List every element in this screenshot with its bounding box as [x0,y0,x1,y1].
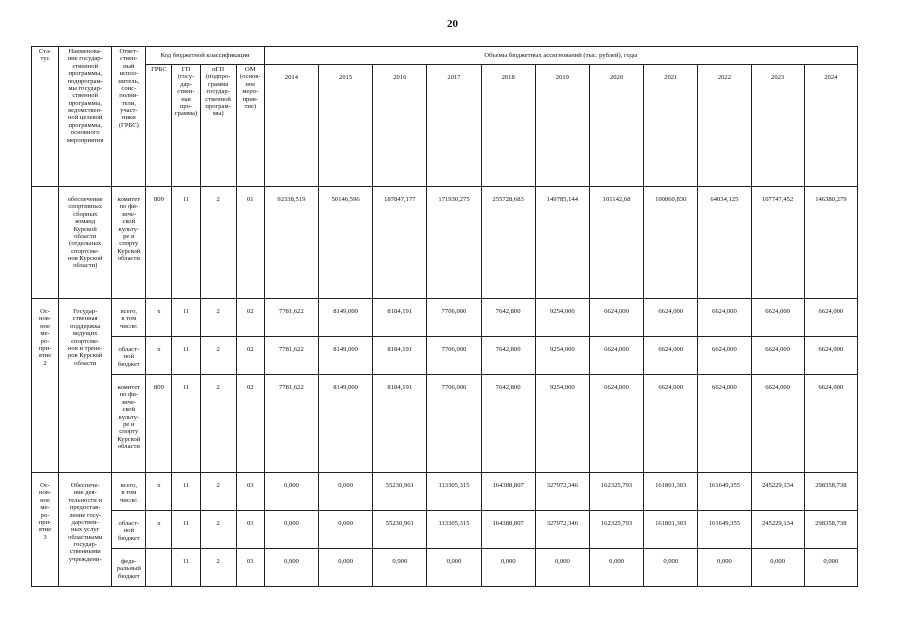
table-row [32,375,858,473]
value-cell: 7706,000 [427,375,481,473]
value-cell: 6624,000 [804,299,857,337]
value-cell: 164388,807 [481,511,535,549]
grbs-cell: 809 [146,375,172,473]
value-cell: 8149,000 [319,337,373,375]
responsible-cell: комитет по фи- зиче- ской культу- ре и спорту Курской области [112,375,146,473]
value-cell: 7706,000 [427,299,481,337]
grbs-cell: x [146,337,172,375]
table-row [32,473,858,511]
header-year: 2022 [698,65,751,187]
header-year: 2015 [319,65,373,187]
gp-cell: 11 [172,375,200,473]
gp-cell: 11 [172,549,200,587]
value-cell: 0,000 [751,549,804,587]
value-cell: 50146,596 [319,187,373,299]
status-cell: Ос- нов- ное ме- ро- при- ятие 2 [32,299,59,473]
value-cell: 161801,303 [644,473,698,511]
value-cell: 107747,452 [751,187,804,299]
table-row [32,187,858,299]
header-responsible: Ответ- ствен- ный испол- нитель, соис- полни- тели, участ- ники (ГРБС) [112,47,146,187]
value-cell: 9254,000 [535,337,589,375]
header-volumes-group: Объемы бюджетных ассигнований (тыс. рублей), годы [264,47,857,65]
value-cell: 6624,000 [644,375,698,473]
value-cell: 6624,000 [751,299,804,337]
grbs-cell [146,549,172,587]
value-cell: 6624,000 [751,337,804,375]
value-cell: 8149,000 [319,299,373,337]
table-row [32,299,858,337]
page-number: 20 [447,18,458,30]
value-cell: 0,000 [319,549,373,587]
budget-table-body [32,187,858,587]
value-cell: 0,000 [264,473,318,511]
header-year: 2018 [481,65,535,187]
gp-cell: 11 [172,511,200,549]
responsible-cell: област- ной бюджет [112,337,146,375]
value-cell: 100860,830 [644,187,698,299]
om-cell: 03 [236,473,264,511]
name-cell: Государ- ственная поддержка ведущих спортсме- нов и трене- ров Курской области [59,299,112,473]
header-status: Ста- тус [32,47,59,187]
value-cell: 6624,000 [644,299,698,337]
header-year: 2020 [589,65,643,187]
value-cell: 162325,793 [589,473,643,511]
value-cell: 0,000 [804,549,857,587]
gp-cell: 11 [172,337,200,375]
gp-cell: 11 [172,473,200,511]
header-gp: ГП (госу- дар- ствен- ная про- грамма) [172,65,200,187]
om-cell: 03 [236,549,264,587]
value-cell: 187847,177 [373,187,427,299]
value-cell: 6624,000 [698,299,751,337]
value-cell: 0,000 [264,511,318,549]
value-cell: 0,000 [589,549,643,587]
value-cell: 113305,315 [427,511,481,549]
value-cell: 171930,275 [427,187,481,299]
header-grbs: ГРБС [146,65,172,187]
value-cell: 7642,800 [481,337,535,375]
value-cell: 327972,346 [535,473,589,511]
header-year: 2014 [264,65,318,187]
value-cell: 146380,279 [804,187,857,299]
value-cell: 8184,191 [373,299,427,337]
value-cell: 0,000 [427,549,481,587]
value-cell: 0,000 [373,549,427,587]
om-cell: 01 [236,187,264,299]
header-year: 2019 [535,65,589,187]
value-cell: 0,000 [264,549,318,587]
om-cell: 03 [236,511,264,549]
grbs-cell: 809 [146,187,172,299]
responsible-cell: феде- ральный бюджет [112,549,146,587]
value-cell: 6624,000 [589,337,643,375]
status-cell [32,187,59,299]
table-row [32,549,858,587]
value-cell: 92338,519 [264,187,318,299]
grbs-cell: x [146,299,172,337]
responsible-cell: комитет по фи- зиче- ской культу- ре и спорту Курской области [112,187,146,299]
value-cell: 8149,000 [319,375,373,473]
value-cell: 113305,315 [427,473,481,511]
value-cell: 7642,800 [481,299,535,337]
value-cell: 0,000 [319,473,373,511]
value-cell: 0,000 [481,549,535,587]
om-cell: 02 [236,375,264,473]
name-cell: обеспечение спортивных сборных команд Курской области (отдельных спортсме- нов Курской области) [59,187,112,299]
value-cell: 6624,000 [751,375,804,473]
value-cell: 255728,683 [481,187,535,299]
table-row [32,511,858,549]
value-cell: 149785,144 [535,187,589,299]
pgp-cell: 2 [200,511,236,549]
om-cell: 02 [236,337,264,375]
pgp-cell: 2 [200,299,236,337]
value-cell: 8184,191 [373,337,427,375]
om-cell: 02 [236,299,264,337]
pgp-cell: 2 [200,473,236,511]
header-year: 2024 [804,65,857,187]
responsible-cell: всего, в том числе: [112,473,146,511]
value-cell: 161801,303 [644,511,698,549]
pgp-cell: 2 [200,187,236,299]
status-cell: Ос- нов- ное ме- ро- при- ятие 3 [32,473,59,587]
value-cell: 327972,346 [535,511,589,549]
value-cell: 245229,134 [751,511,804,549]
header-year: 2023 [751,65,804,187]
pgp-cell: 2 [200,549,236,587]
pgp-cell: 2 [200,375,236,473]
header-year: 2021 [644,65,698,187]
header-name: Наименова- ние государ- ственной программы, подпрограм- мы государ- ственной программы, ведомствен- ной целевой программы, основного мероприятия [59,47,112,187]
header-code-group: Код бюджетной классификации [146,47,264,65]
value-cell: 161649,355 [698,511,751,549]
value-cell: 6624,000 [698,337,751,375]
value-cell: 55230,961 [373,511,427,549]
header-year: 2017 [427,65,481,187]
value-cell: 6624,000 [589,299,643,337]
responsible-cell: област- ной бюджет [112,511,146,549]
value-cell: 161649,355 [698,473,751,511]
header-pgp: пГП (подпро- грамма государ- ственной програм- мы) [200,65,236,187]
table-row [32,337,858,375]
value-cell: 7706,000 [427,337,481,375]
value-cell: 7781,622 [264,375,318,473]
value-cell: 298358,738 [804,473,857,511]
name-cell: Обеспече- ние дея- тельности и предостав- ление госу- дарствен- ных услуг областными государ- ственными учреждени- [59,473,112,587]
value-cell: 0,000 [644,549,698,587]
value-cell: 6624,000 [804,375,857,473]
value-cell: 6624,000 [644,337,698,375]
gp-cell: 11 [172,187,200,299]
value-cell: 7781,622 [264,337,318,375]
value-cell: 164388,807 [481,473,535,511]
value-cell: 298358,738 [804,511,857,549]
value-cell: 6624,000 [589,375,643,473]
header-om: ОМ (основ- ное меро- прия- тие) [236,65,264,187]
grbs-cell: x [146,511,172,549]
value-cell: 6624,000 [804,337,857,375]
value-cell: 7781,622 [264,299,318,337]
value-cell: 0,000 [535,549,589,587]
value-cell: 9254,000 [535,299,589,337]
value-cell: 245229,134 [751,473,804,511]
value-cell: 9254,000 [535,375,589,473]
value-cell: 6624,000 [698,375,751,473]
value-cell: 55230,961 [373,473,427,511]
header-year: 2016 [373,65,427,187]
responsible-cell: всего, в том числе: [112,299,146,337]
value-cell: 0,000 [698,549,751,587]
grbs-cell: x [146,473,172,511]
value-cell: 7642,800 [481,375,535,473]
pgp-cell: 2 [200,337,236,375]
value-cell: 0,000 [319,511,373,549]
value-cell: 101142,68 [589,187,643,299]
value-cell: 64034,125 [698,187,751,299]
gp-cell: 11 [172,299,200,337]
value-cell: 8184,191 [373,375,427,473]
value-cell: 162325,793 [589,511,643,549]
budget-table [31,46,858,587]
